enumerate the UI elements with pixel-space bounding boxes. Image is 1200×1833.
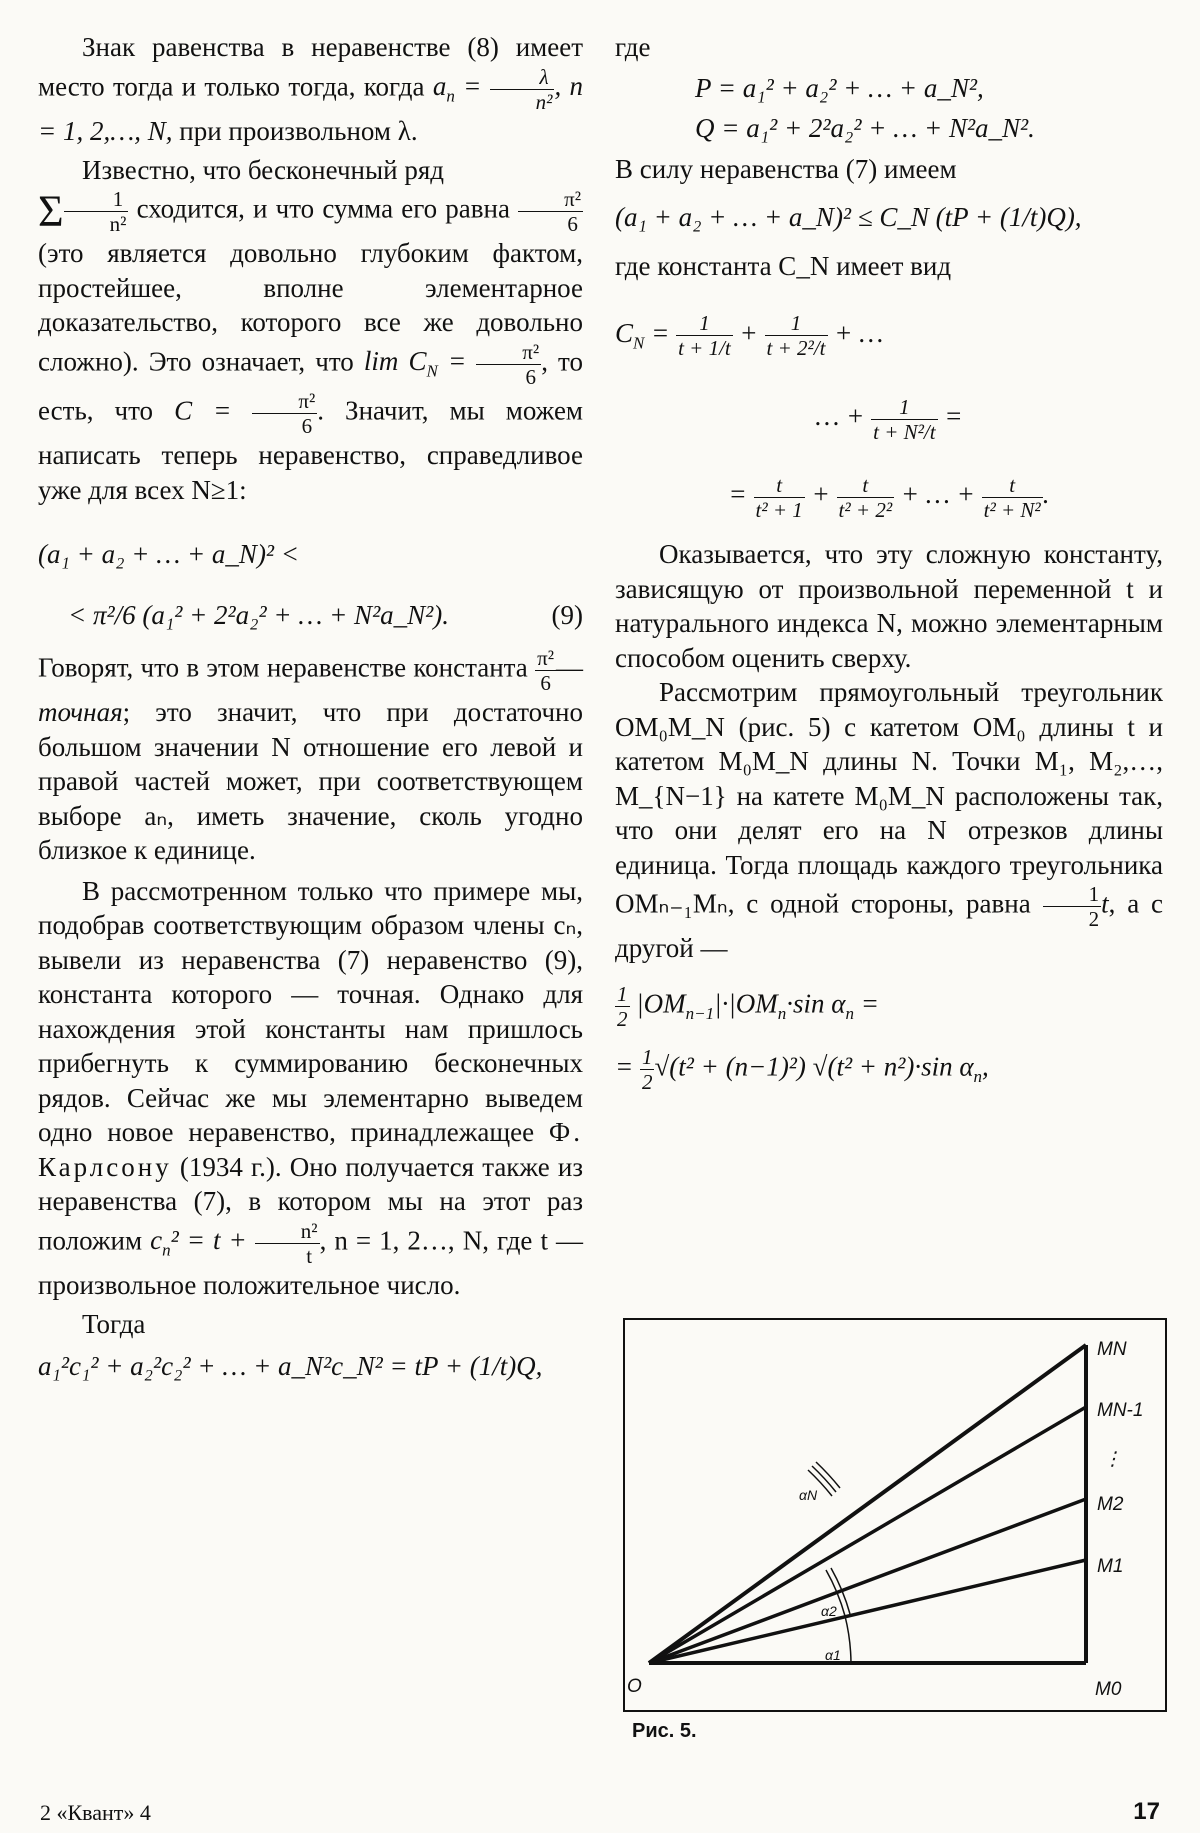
equation-9-line2: < π²/6 (a₁² + 2²a₂² + … + N²a_N²). (9) [38,598,583,633]
page-number: 17 [1133,1798,1160,1825]
paragraph-then: Тогда [82,1308,146,1339]
label-M1: M1 [1097,1556,1124,1577]
ray-MN1 [649,1407,1086,1663]
left-column [38,30,583,1392]
ray-M2 [649,1499,1086,1663]
footer-journal: 2 «Квант» 4 [40,1800,151,1825]
label-a2: α2 [821,1603,837,1619]
label-O: O [627,1676,642,1697]
label-M2: M2 [1097,1494,1124,1515]
equation-9-label: (9) [551,599,583,630]
ray-M1 [649,1560,1086,1663]
where-label: где [615,32,651,62]
label-M0: M0 [1095,1679,1122,1700]
equation-sum: a₁²c₁² + a₂²c₂² + … + a_N²c_N² = tP + (1/t)Q, [38,1351,543,1382]
arc-a1 [845,1616,851,1663]
label-aN: αN [799,1487,818,1503]
label-MN1: MN-1 [1097,1400,1144,1421]
paragraph-exact-constant: Говорят, что в этом неравенстве константа $\frac{\text{π²}}{6}$ —точная; это значит, что при достаточно большом значении N отношение его левой и правой частей может, при соответствующем выборе aₙ, иметь значение, сколь угодно близкое к единице. [38,646,584,866]
paragraph-by-inequality: В силу неравенства (7) имеем [615,153,957,184]
paragraph-equality-condition: Знак равенства в неравенстве (8) имеет место тогда и только тогда, когда $a_n$ = $\frac{\lambda}{\text{n²}}$ , n = 1, 2,…, N, при произвольном λ. [38,32,583,147]
triangle-diagram [625,1320,1165,1710]
ray-MN [649,1345,1086,1663]
paragraph-triangle: Рассмотрим прямоугольный треугольник OM₀M_N (рис. 5) с катетом OM₀ длины t и катетом M₀M_N длины N. Точки M₁, M₂,…, M_{N−1} на катете M₀M_N расположены так, что они делят его на N отрезков длины единица. Тогда площадь каждого треугольника OMₙ₋₁Mₙ, с одной стороны, равна $\frac{1}{2}$ t, а с другой — [615,677,1164,964]
equation-CN-expansion: $C_N$ = $\frac{1}{t + 1/t}$ + $\frac{1}{\text{t + 2²/t}}$ + … [615,311,884,361]
paragraph-constant: где константа C_N имеет вид [615,250,952,281]
paragraph-carlson: В рассмотренном только что примере мы, подобрав соответствующим образом члены cₙ, вывели из неравенства (7) неравенство (9), константа которого — точная. Однако для нахождения этой константы нам пришлось прибегнуть к суммированию бесконечных рядов. Сейчас же мы элементарно выведем одно новое неравенство, принадлежащее Ф. Карлсону (1934 г.). Оно получается также из неравенства (7), в котором мы на этот раз положим $c_n^2 = t$ + $\frac{\text{n²}}{t}$ , n = 1, 2…, N, где t — произвольное положительное число. [38,875,584,1301]
figure-caption: Рис. 5. [632,1720,697,1742]
equation-CN: (a₁ + a₂ + … + a_N)² ≤ C_N (tP + (1/t)Q), [615,202,1082,232]
equation-area-2: = $\frac{1}{2}$ √(t² + (n−1)²) √(t² + n²)·sin $\alpha_n$, [615,1045,989,1095]
paragraph-series: Известно, что бесконечный ряд Σ $\frac{1}{\text{n²}}$ сходится, и что сумма его равна $\frac{\text{π²}}{6}$ (это является довольно глубоким фактом, простейшее, вполне элементарное доказательство, которого все же довольно сложно). Это означает, что $\lim C_N$ = $\frac{\text{π²}}{6}$ , то есть, что C = $\frac{\text{π²}}{6}$ . Значит, мы можем написать теперь неравенство, справедливое уже для всех N≥1: [38,154,584,505]
equation-area-1: $\frac{1}{2}$ $|OM_{n-1}|\cdot|OM_n\cdot\sin$ $\alpha_n$ = [617,981,879,1031]
label-dots: ⋮ [1103,1449,1122,1470]
equation-P: P = a₁² + a₂² + … + a_N², [695,72,984,103]
label-a1: α1 [825,1647,841,1663]
equation-CN-expansion-2: … + $\frac{1}{\text{t + N²/t}}$ = [815,394,963,444]
figure-5-triangle [623,1318,1167,1712]
equation-CN-expansion-3: = $\frac{t}{\text{t² + 1}}$ + $\frac{t}{\text{t² + 2²}}$ + … + $\frac{t}{\text{t² + N²}}$ . [728,472,1050,522]
paragraph-estimate: Оказывается, что эту сложную константу, зависящую от произвольной переменной t и натурального индекса N, можно элементарным способом оценить сверху. [615,539,1163,673]
equation-9-line1: (a₁ + a₂ + … + a_N)² < [38,539,299,570]
equation-Q: Q = a₁² + 2²a₂² + … + N²a_N². [695,113,1035,143]
label-MN: MN [1097,1339,1127,1360]
right-column [615,30,1163,1103]
